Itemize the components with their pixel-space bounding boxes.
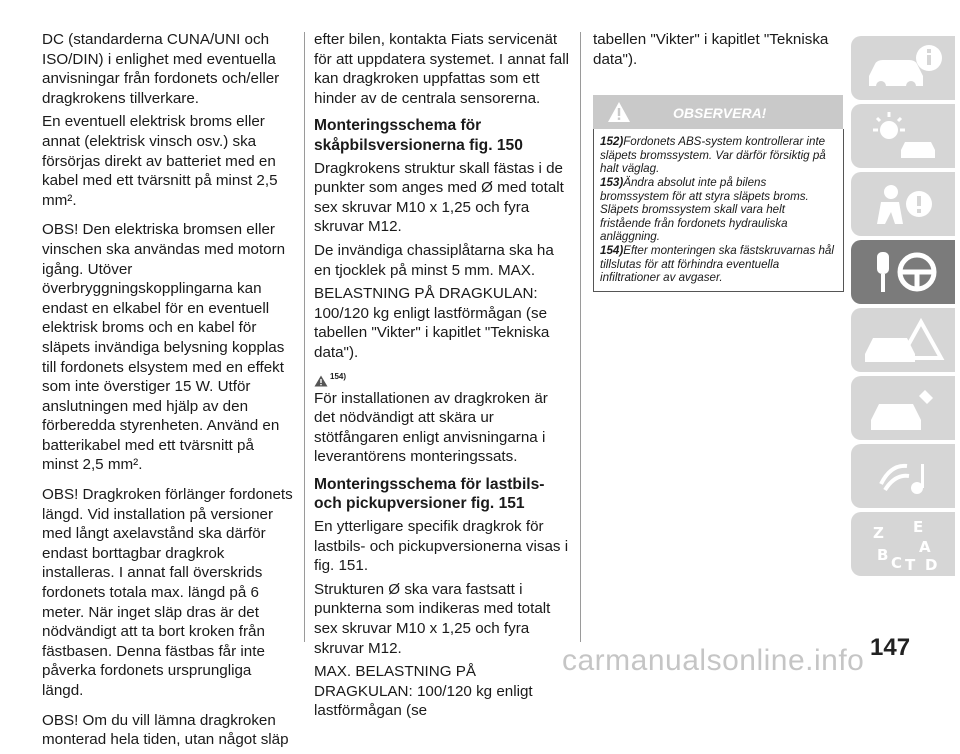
observe-box-header: [593, 95, 843, 129]
note-item: 153)Ändra absolut inte på bilens bromssystem för att styra släpets broms. Släpets bromssystem skall vara helt fristående från fordonets hydrauliska anläggning.: [600, 175, 809, 244]
observe-box-body: [593, 129, 844, 292]
paragraph: BELASTNING PÅ DRAGKULAN: 100/120 kg enligt lastförmågan (se tabellen "Vikter" i kapitlet "Tekniska data").: [314, 285, 550, 361]
paragraph: DC (standarderna CUNA/UNI och ISO/DIN) i enlighet med eventuella anvisningar från fordonets och/eller dragkrokens tillverkare.: [42, 31, 280, 107]
car-service-icon: [851, 376, 955, 440]
paragraph: Strukturen Ø ska vara fastsatt i punkterna som indikeras med totalt sex skruvar M10 x 1,25 och fyra skruvar M12.: [314, 580, 551, 657]
paragraph: En eventuell elektrisk broms eller annat (elektrisk vinsch osv.) ska försörjas direkt av batteriet med en kabel med ett tvärsnitt på minst 2,5 mm².: [42, 113, 278, 209]
watermark: carmanualsonline.info: [562, 644, 865, 677]
paragraph: OBS! Dragkroken förlänger fordonets längd. Vid installation på versioner med långt axelavstånd ska därför endast borttagbar dragkrok installeras. I annat fall överskrids fordonets totala max. längd på 6 meter. När inget släp dras är det nödvändigt att ta bort kroken från fästbasen. Denna fästbas får inte påverka fordonets ursprungliga längd.: [42, 486, 293, 699]
paragraph: De invändiga chassiplåtarna ska ha en tjocklek på minst 5 mm. MAX.: [314, 241, 554, 279]
svg-text:C: C: [891, 554, 903, 572]
column-divider: [580, 32, 581, 642]
svg-text:Z: Z: [873, 524, 884, 542]
tab-alphabetical-index[interactable]: [851, 512, 955, 576]
paragraph: För installationen av dragkroken är det nödvändigt att skära ur stötfångaren enligt anvisningarna i leverantörens monteringssats.: [314, 389, 548, 466]
paragraph: OBS! Om du vill lämna dragkroken monterad hela tiden, utan något släp: [42, 711, 289, 749]
svg-text:E: E: [913, 518, 924, 536]
car-info-icon: [851, 36, 955, 100]
text-column-2: [314, 30, 570, 725]
note-item: 152)Fordonets ABS-system kontrollerar inte släpets bromssystem. Var därför försiktig på halt väglag.: [600, 135, 826, 176]
multimedia-icon: [851, 444, 955, 508]
warning-triangle-icon: [607, 101, 631, 123]
svg-text:A: A: [919, 538, 931, 556]
tab-multimedia[interactable]: [851, 444, 955, 508]
alphabetical-index-icon: [851, 512, 955, 576]
warning-ref-number: 154): [330, 371, 347, 381]
dashboard-lights-icon: [851, 104, 955, 168]
key-steering-wheel-icon: [851, 240, 955, 304]
tab-car-info[interactable]: [851, 36, 955, 100]
page-number: 147: [870, 634, 911, 661]
paragraph: tabellen "Vikter" i kapitlet "Tekniska data").: [593, 31, 829, 68]
section-heading: Monteringsschema för lastbils- och pickupversioner fig. 151: [314, 475, 545, 513]
svg-text:B: B: [877, 546, 889, 564]
warning-reference: [314, 367, 570, 387]
tab-airbag-safety[interactable]: [851, 172, 955, 236]
note-item: 154)Efter monteringen ska fästskruvarnas hål tillslutas för att förhindra eventuella infiltrationer av avgaser.: [600, 243, 834, 285]
text-column-1: [42, 30, 294, 754]
chapter-tabs: [851, 36, 955, 580]
paragraph: MAX. BELASTNING PÅ DRAGKULAN: 100/120 kg enligt lastförmågan (se: [314, 663, 533, 720]
warning-triangle-car-icon: [851, 308, 955, 372]
tab-emergency[interactable]: [851, 308, 955, 372]
tab-key-steering-wheel[interactable]: [851, 240, 955, 304]
text-column-3: [593, 30, 843, 292]
airbag-safety-icon: [851, 172, 955, 236]
column-divider: [304, 32, 305, 642]
paragraph: Dragkrokens struktur skall fästas i de punkter som anges med Ø med totalt sex skruvar M10 x 1,25 och fyra skruvar M12.: [314, 159, 564, 236]
section-heading: Monteringsschema för skåpbilsversionerna fig. 150: [314, 117, 523, 154]
svg-text:T: T: [905, 556, 916, 574]
warning-triangle-icon: [314, 375, 328, 387]
tab-car-service[interactable]: [851, 376, 955, 440]
paragraph: En ytterligare specifik dragkrok för lastbils- och pickupversionerna visas i fig. 151.: [314, 518, 569, 575]
paragraph: efter bilen, kontakta Fiats servicenät för att uppdatera systemet. I annat fall kan dragkroken uppfattas som ett hinder av de centrala sensorerna.: [314, 31, 569, 107]
svg-text:D: D: [925, 556, 938, 574]
observe-title: OBSERVERA!: [673, 105, 767, 122]
tab-dashboard-lights[interactable]: [851, 104, 955, 168]
paragraph: OBS! Den elektriska bromsen eller vinschen ska användas med motorn igång. Utöver överbryggningskopplingarna kan endast en elkabel för en eventuell elektrisk broms och en kabel för släpets invändiga belysning kopplas till fordonets elsystem med en effekt som inte överstiger 15 W. Utför anslutningen med hjälp av den förberedda styrenheten. Använd en batterikabel med ett tvärsnitt på minst 2,5 mm².: [42, 221, 286, 474]
